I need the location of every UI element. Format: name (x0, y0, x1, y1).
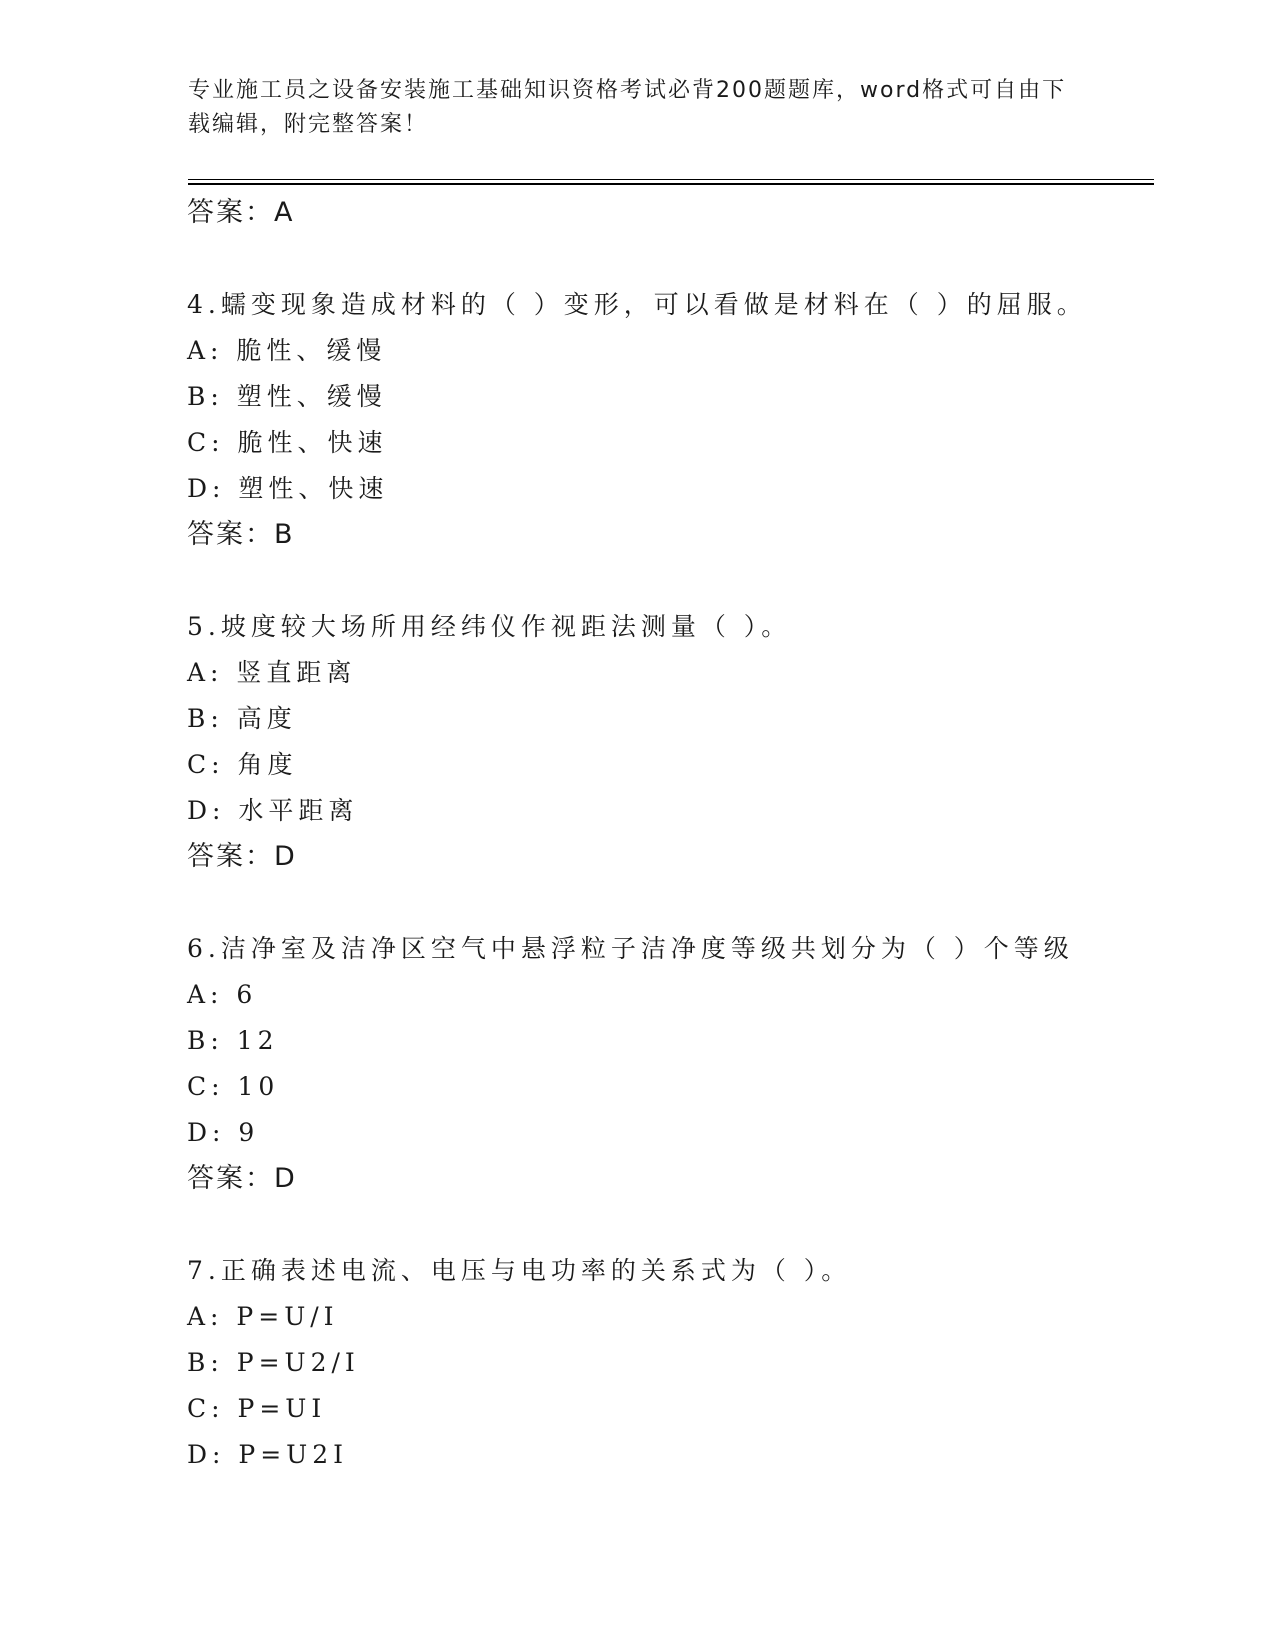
question-item (187, 1248, 1167, 1478)
question-stem: 7.正确表述电流、电压与电功率的关系式为（ ）。 (187, 1256, 852, 1285)
option-a: A: 6 (187, 980, 258, 1009)
option-a: A: P=U/I (187, 1302, 339, 1331)
document-header: 专业施工员之设备安装施工基础知识资格考试必背200题题库，word格式可自由下载编辑，附完整答案！ (188, 78, 1067, 137)
option-b: B: 高度 (187, 704, 297, 733)
question-stem: 4.蠕变现象造成材料的（ ）变形，可以看做是材料在（ ）的屈服。 (187, 290, 1087, 319)
option-d: D: P=U2I (187, 1440, 349, 1469)
option-b: B: 12 (187, 1026, 279, 1055)
option-c: C: 10 (187, 1072, 280, 1101)
question-stem: 6.洁净室及洁净区空气中悬浮粒子洁净度等级共划分为（ ）个等级 (187, 934, 1074, 963)
option-d: D: 水平距离 (187, 796, 359, 825)
option-c: C: P=UI (187, 1394, 327, 1423)
option-a: A: 脆性、缓慢 (187, 336, 387, 365)
answer-line: 答案：A (187, 197, 295, 228)
option-c: C: 角度 (187, 750, 298, 779)
header-rule-thick (188, 183, 1154, 185)
option-d: D: 塑性、快速 (187, 474, 389, 503)
answer-line: 答案：D (187, 1163, 297, 1194)
option-d: D: 9 (187, 1118, 260, 1147)
option-a: A: 竖直距离 (187, 658, 357, 687)
option-b: B: P=U2/I (187, 1348, 360, 1377)
header-rule-thin (188, 179, 1154, 180)
answer-line: 答案：D (187, 841, 297, 872)
question-list (187, 190, 1167, 1478)
question-stem: 5.坡度较大场所用经纬仪作视距法测量（ ）。 (187, 612, 792, 641)
question-item (187, 604, 1167, 880)
answer-line: 答案：B (187, 519, 295, 550)
option-b: B: 塑性、缓慢 (187, 382, 387, 411)
question-item (187, 926, 1167, 1202)
option-c: C: 脆性、快速 (187, 428, 388, 457)
question-item (187, 282, 1167, 558)
